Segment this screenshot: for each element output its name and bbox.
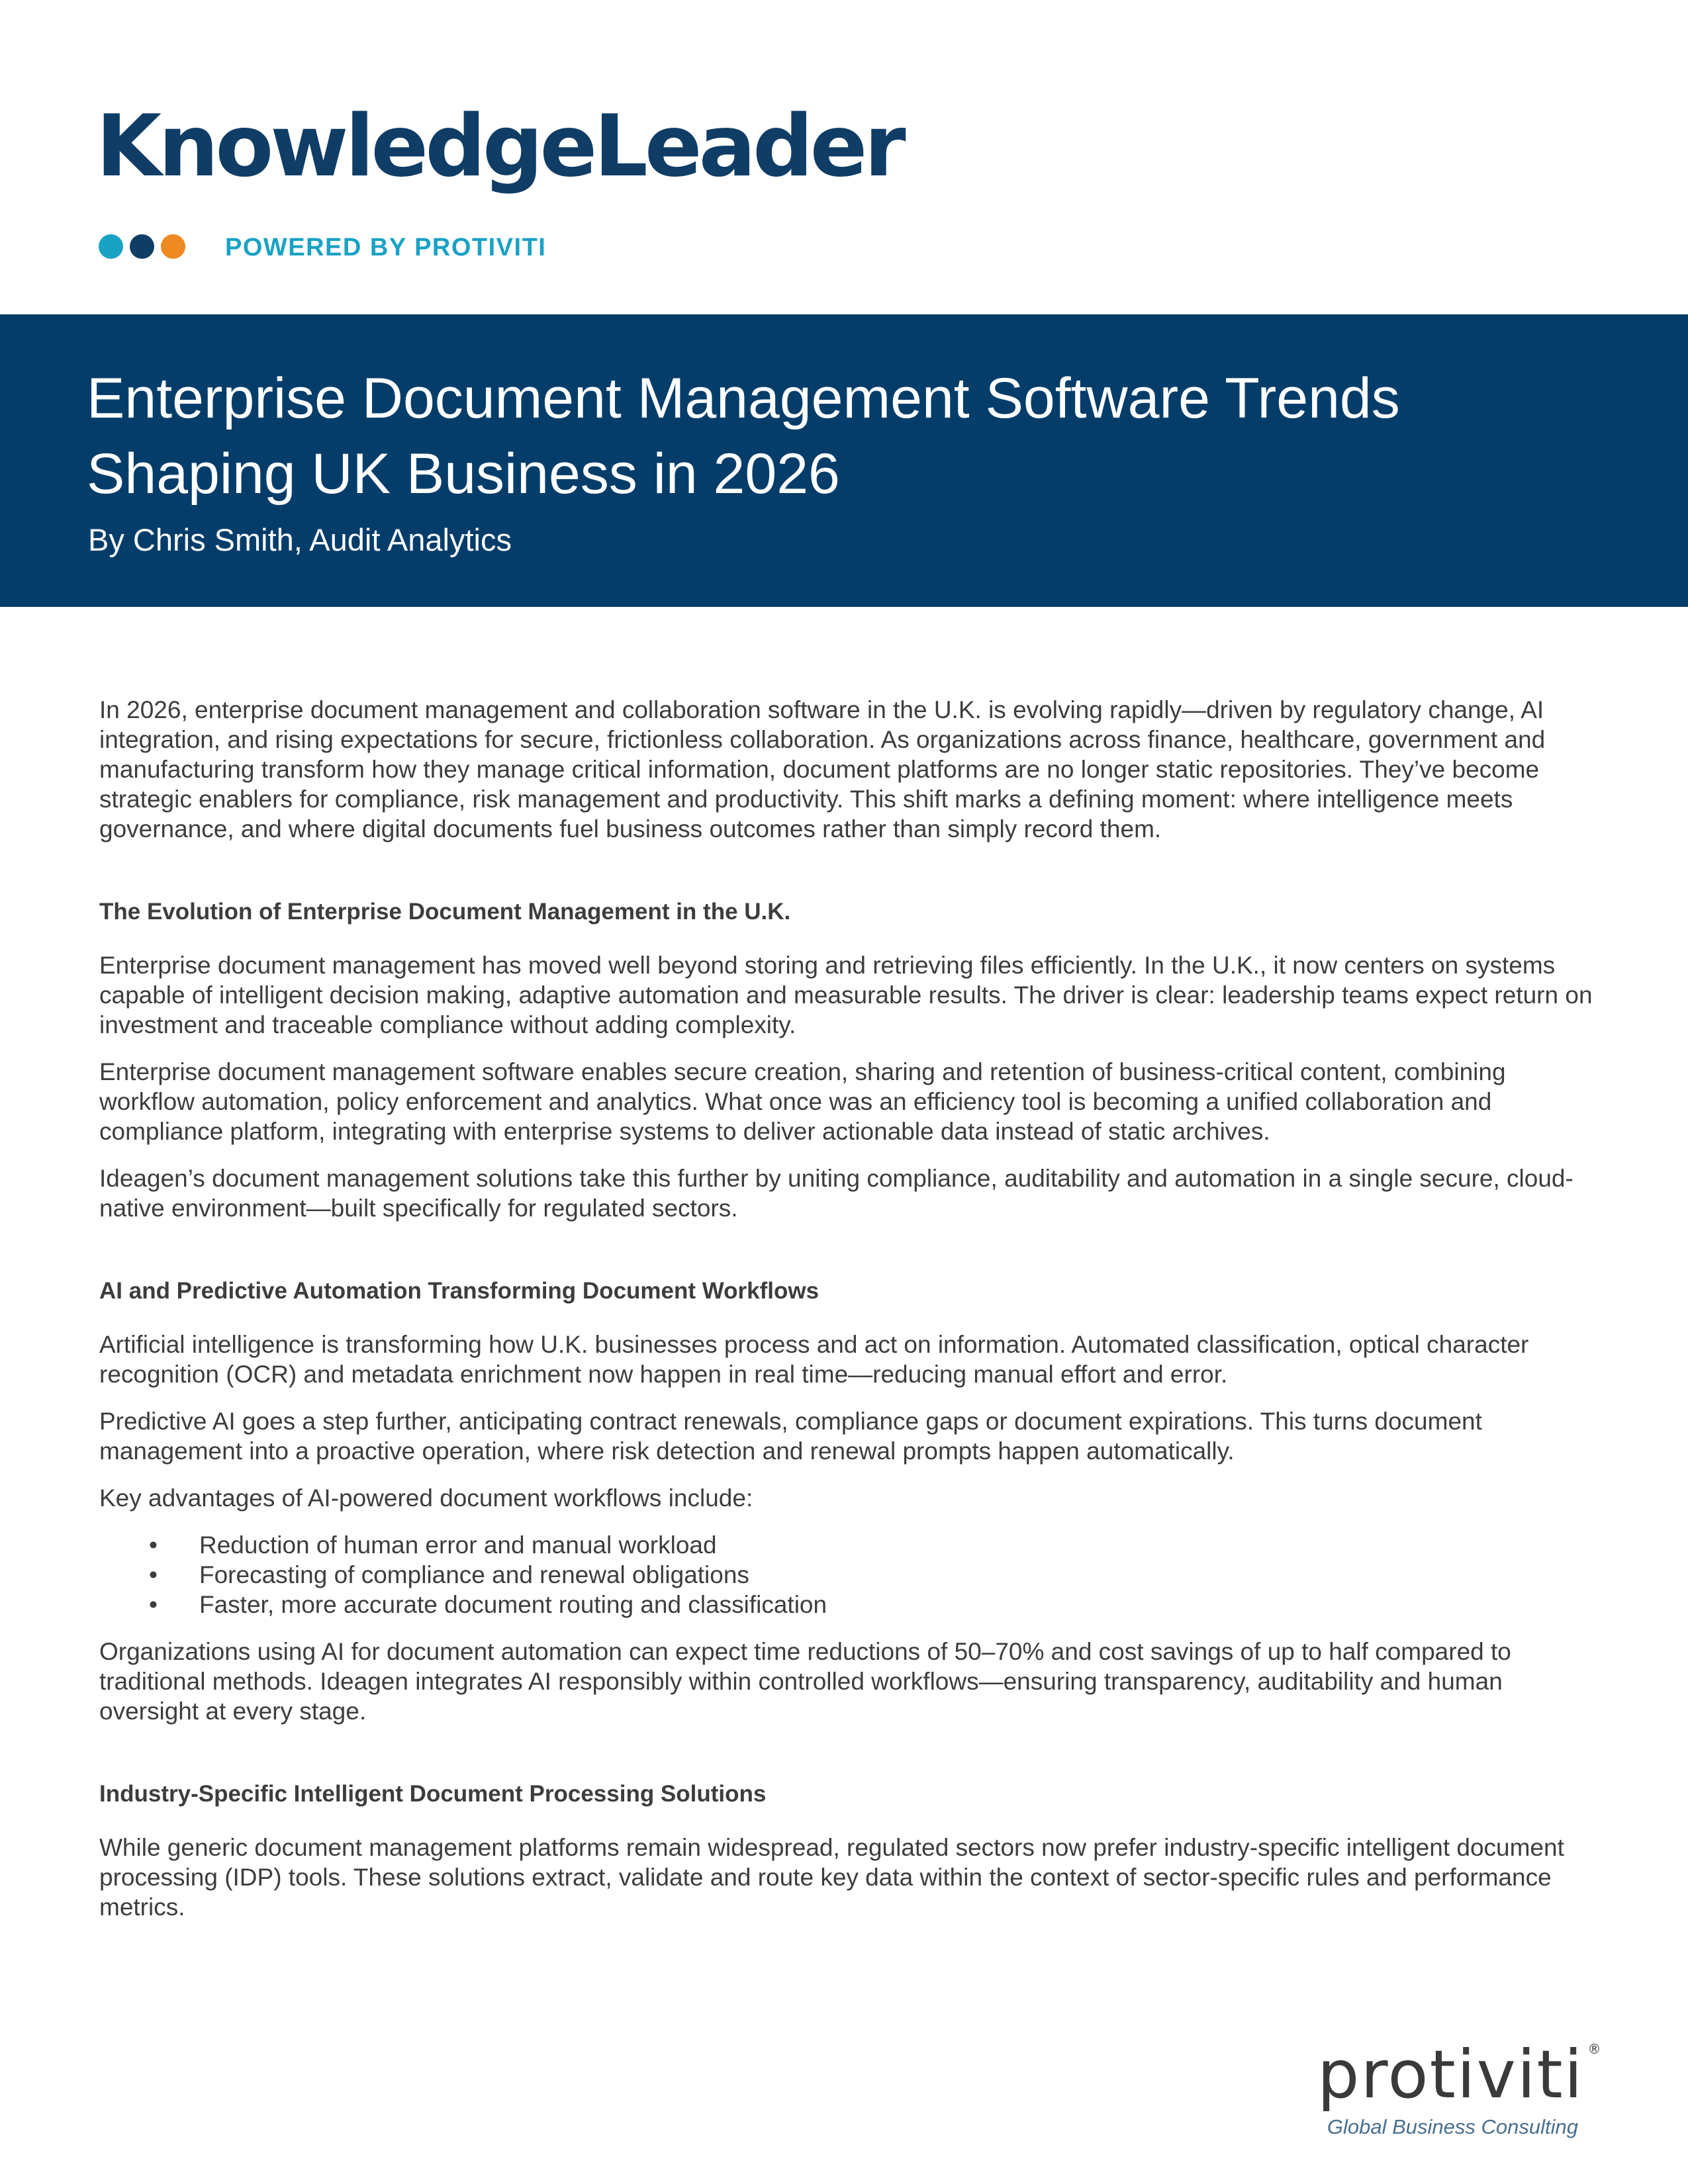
- dot-navy: [130, 234, 154, 259]
- paragraph: Predictive AI goes a step further, anticipating contract renewals, compliance gaps or document expirations. This turns document management into a proactive operation, where risk detection and renewal prompts happen automatically.: [99, 1408, 1482, 1465]
- list-item: [99, 1530, 1595, 1560]
- logo-wordmark: [1317, 2038, 1603, 2111]
- logo-tagline: Global Business Consulting: [1327, 2115, 1578, 2138]
- logo-word-text: protiviti: [1317, 2036, 1584, 2113]
- intro-paragraph: In 2026, enterprise document management and collaboration software in the U.K. is evolving rapidly—driven by regulatory change, AI integration, and rising expectations for secure, frictionless collaboration. As organizations across finance, healthcare, government and manufacturing transform how they manage critical information, document platforms are no longer static repositories. They’ve become strategic enablers for compliance, risk management and productivity. This shift marks a defining moment: where intelligence meets governance, and where digital documents fuel business outcomes rather than simply record them.: [99, 696, 1546, 842]
- article-body: [99, 695, 1595, 1939]
- list-item: [99, 1560, 1595, 1590]
- protiviti-logo: [1317, 2036, 1603, 2139]
- document-title: Enterprise Document Management Software Trends Shaping UK Business in 2026: [87, 367, 1400, 506]
- section-heading-evolution: The Evolution of Enterprise Document Management in the U.K.: [99, 899, 791, 925]
- dot-teal: [99, 234, 123, 259]
- brand-logo: KnowledgeLeader: [96, 97, 903, 196]
- title-banner: [0, 314, 1688, 607]
- list-item-text: Faster, more accurate document routing and classification: [199, 1591, 827, 1618]
- paragraph: Artificial intelligence is transforming how U.K. businesses process and act on information. Automated classification, optical character recognition (OCR) and metadata enrichment now happen in real time—reducing manual effort and error.: [99, 1331, 1529, 1388]
- list-item: [99, 1590, 1595, 1619]
- dot-orange: [161, 234, 185, 259]
- bullet-icon: •: [149, 1561, 158, 1588]
- paragraph: While generic document management platforms remain widespread, regulated sectors now prefer industry-specific intelligent document processing (IDP) tools. These solutions extract, validate and route key data within the context of sector-specific rules and performance metrics.: [99, 1834, 1564, 1921]
- byline: By Chris Smith, Audit Analytics: [88, 522, 512, 557]
- section-heading-ai-automation: AI and Predictive Automation Transforming Document Workflows: [99, 1278, 820, 1304]
- section-heading-industry-idp: Industry-Specific Intelligent Document Processing Solutions: [99, 1781, 767, 1807]
- brand-dots: [99, 234, 185, 259]
- advantages-list: [99, 1530, 1595, 1619]
- bullet-icon: •: [149, 1531, 158, 1559]
- paragraph: Organizations using AI for document automation can expect time reductions of 50–70% and cost savings of up to half compared to traditional methods. Ideagen integrates AI responsibly within controlled workflows—ensuring transparency, auditability and human oversight at every stage.: [99, 1638, 1511, 1725]
- paragraph: Ideagen’s document management solutions take this further by uniting compliance, auditability and automation in a single secure, cloud-native environment—built specifically for regulated sectors.: [99, 1165, 1573, 1222]
- paragraph: Enterprise document management software enables secure creation, sharing and retention of business-critical content, combining workflow automation, policy enforcement and analytics. What once was an efficiency tool is becoming a unified collaboration and compliance platform, integrating with enterprise systems to deliver actionable data instead of static archives.: [99, 1058, 1506, 1145]
- list-item-text: Reduction of human error and manual workload: [199, 1531, 717, 1559]
- list-item-text: Forecasting of compliance and renewal obligations: [199, 1561, 749, 1588]
- bullet-icon: •: [149, 1591, 158, 1618]
- registered-mark: ®: [1587, 2041, 1603, 2057]
- paragraph: Key advantages of AI-powered document workflows include:: [99, 1484, 753, 1512]
- powered-by-label: POWERED BY PROTIVITI: [225, 234, 547, 261]
- paragraph: Enterprise document management has moved well beyond storing and retrieving files efficiently. In the U.K., it now centers on systems capable of intelligent decision making, adaptive automation and measurable results. The driver is clear: leadership teams expect return on investment and traceable compliance without adding complexity.: [99, 952, 1593, 1038]
